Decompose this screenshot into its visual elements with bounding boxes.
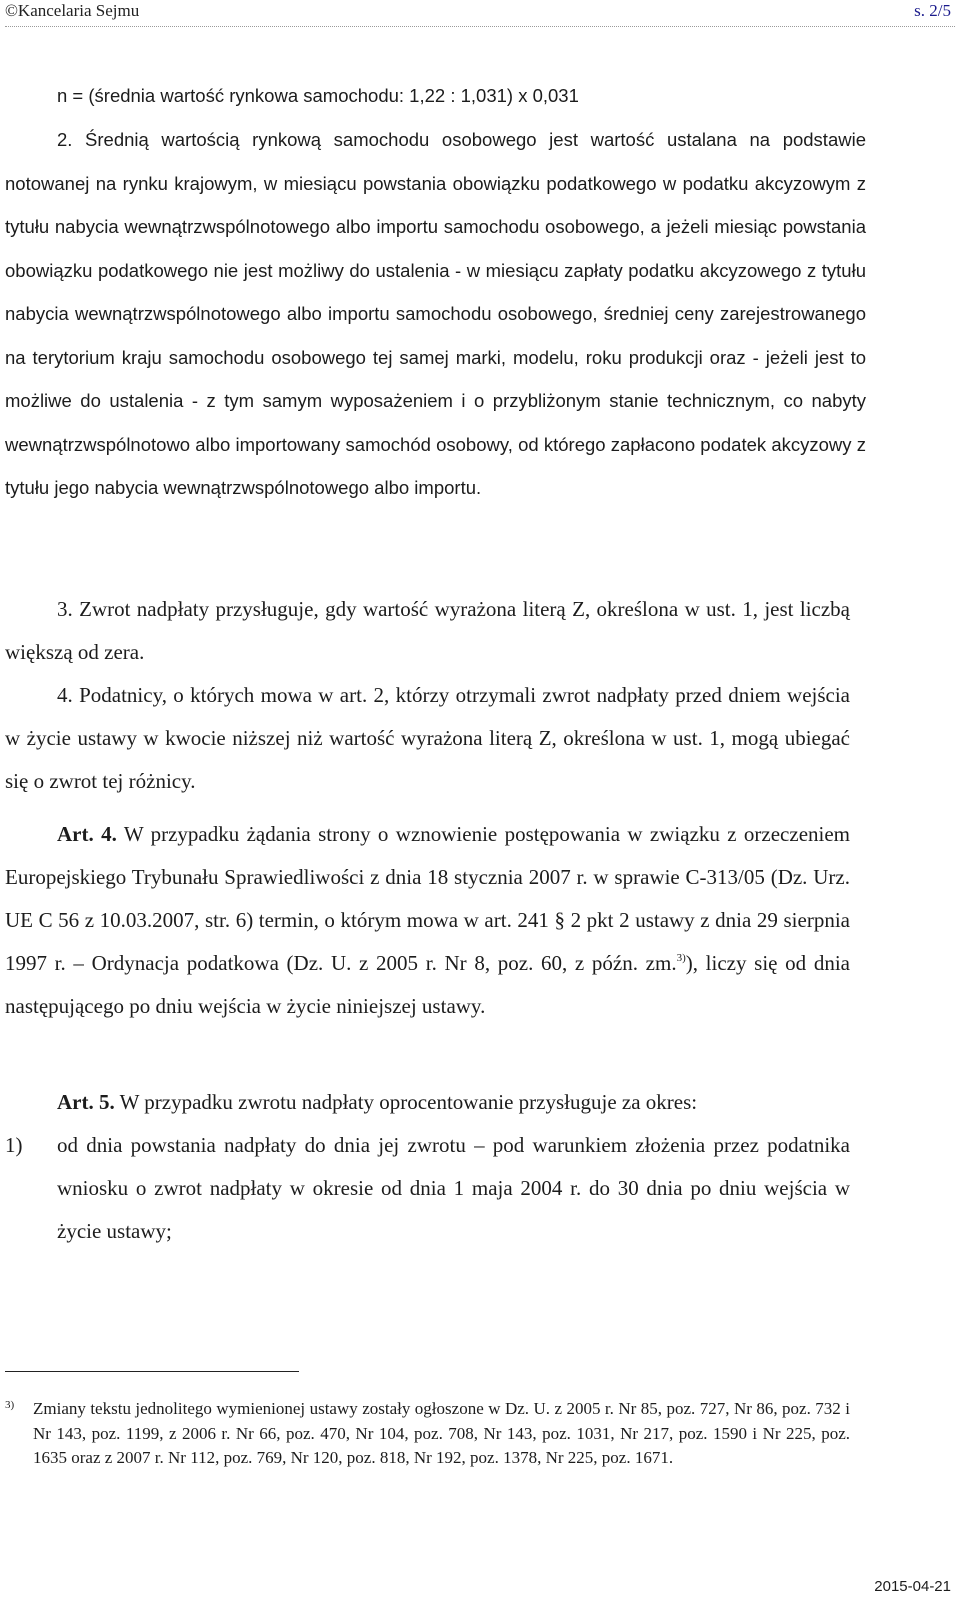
article-4 xyxy=(5,813,850,1028)
paragraph-4-text: 4. Podatnicy, o których mowa w art. 2, którzy otrzymali zwrot nadpłaty przed dniem wejścia w życie ustawy w kwocie niższej niż wartość wyrażona literą Z, określona w ust. 1, mogą ubiegać się o zwrot tej różnicy. xyxy=(5,683,850,793)
paragraph-2-text: 2. Średnią wartością rynkową samochodu osobowego jest wartość ustalana na podstawie notowanej na rynku krajowym, w miesiącu powstania obowiązku podatkowego w podatku akcyzowym z tytułu nabycia wewnątrzwspólnotowego albo importu samochodu osobowego, a jeżeli miesiąc powstania obowiązku podatkowego nie jest możliwy do ustalenia - w miesiącu zapłaty podatku akcyzowego z tytułu nabycia wewnątrzwspólnotowego albo importu samochodu osobowego, średniej ceny zarejestrowanego na terytorium kraju samochodu osobowego tej samej marki, modelu, roku produkcji oraz - jeżeli jest to możliwe do ustalenia - z tym samym wyposażeniem i o przybliżonym stanie technicznym, co nabyty wewnątrzwspólnotowo albo importowany samochód osobowy, od którego zapłacono podatek akcyzowy z tytułu jego nabycia wewnątrzwspólnotowego albo importu. xyxy=(5,129,866,498)
article-5-text xyxy=(5,1081,850,1124)
page-header xyxy=(5,0,951,24)
footnote xyxy=(5,1397,850,1471)
paragraph-3-text: 3. Zwrot nadpłaty przysługuje, gdy wartość wyrażona literą Z, określona w ust. 1, jest liczbą większą od zera. xyxy=(5,597,850,664)
article-4-body: W przypadku żądania strony o wznowienie postępowania w związku z orzeczeniem Europejskiego Trybunału Sprawiedliwości z dnia 18 stycznia 2007 r. w sprawie C-313/05 (Dz. Urz. UE C 56 z 10.03.2007, str. 6) termin, o którym mowa w art. 241 § 2 pkt 2 ustawy z dnia 29 sierpnia 1997 r. – Ordynacja podatkowa (Dz. U. z 2005 r. Nr 8, poz. 60, z późn. zm. xyxy=(5,822,851,975)
article-5-body: W przypadku zwrotu nadpłaty oprocentowanie przysługuje za okres: xyxy=(119,1090,698,1114)
header-divider xyxy=(5,26,955,27)
footnote-mark: 3) xyxy=(5,1399,15,1411)
footnote-reference[interactable]: 3) xyxy=(676,952,686,964)
paragraph-2 xyxy=(5,118,866,510)
list-item xyxy=(5,1124,850,1253)
article-4-text xyxy=(5,813,850,1028)
paragraph-4 xyxy=(5,674,850,803)
footer-date: 2015-04-21 xyxy=(874,1578,951,1595)
formula-line: n = (średnia wartość rynkowa samochodu: 1,22 : 1,031) x 0,031 xyxy=(57,85,579,106)
list-item-number: 1) xyxy=(5,1133,23,1157)
article-4-body-end: ), liczy się od dnia następującego po dniu wejścia w życie niniejszej ustawy. xyxy=(5,951,850,1018)
copyright-label: ©Kancelaria Sejmu xyxy=(5,1,140,20)
page-number: s. 2/5 xyxy=(914,1,951,20)
article-5 xyxy=(5,1081,850,1124)
paragraph-3 xyxy=(5,588,850,674)
footnote-separator xyxy=(5,1371,299,1372)
footnote-text: Zmiany tekstu jednolitego wymienionej ustawy zostały ogłoszone w Dz. U. z 2005 r. Nr 85, poz. 727, Nr 86, poz. 732 i Nr 143, poz. 1199, z 2006 r. Nr 66, poz. 470, Nr 104, poz. 708, Nr 143, poz. 1031, Nr 217, poz. 1590 i Nr 225, poz. 1635 oraz z 2007 r. Nr 112, poz. 769, Nr 120, poz. 818, Nr 192, poz. 1378, Nr 225, poz. 1671. xyxy=(33,1399,850,1467)
article-4-label: Art. 4. xyxy=(57,822,117,846)
article-5-label: Art. 5. xyxy=(57,1090,115,1114)
list-item-text: od dnia powstania nadpłaty do dnia jej zwrotu – pod warunkiem złożenia przez podatnika wniosku o zwrot nadpłaty w okresie od dnia 1 maja 2004 r. do 30 dnia po dniu wejścia w życie ustawy; xyxy=(57,1133,850,1243)
